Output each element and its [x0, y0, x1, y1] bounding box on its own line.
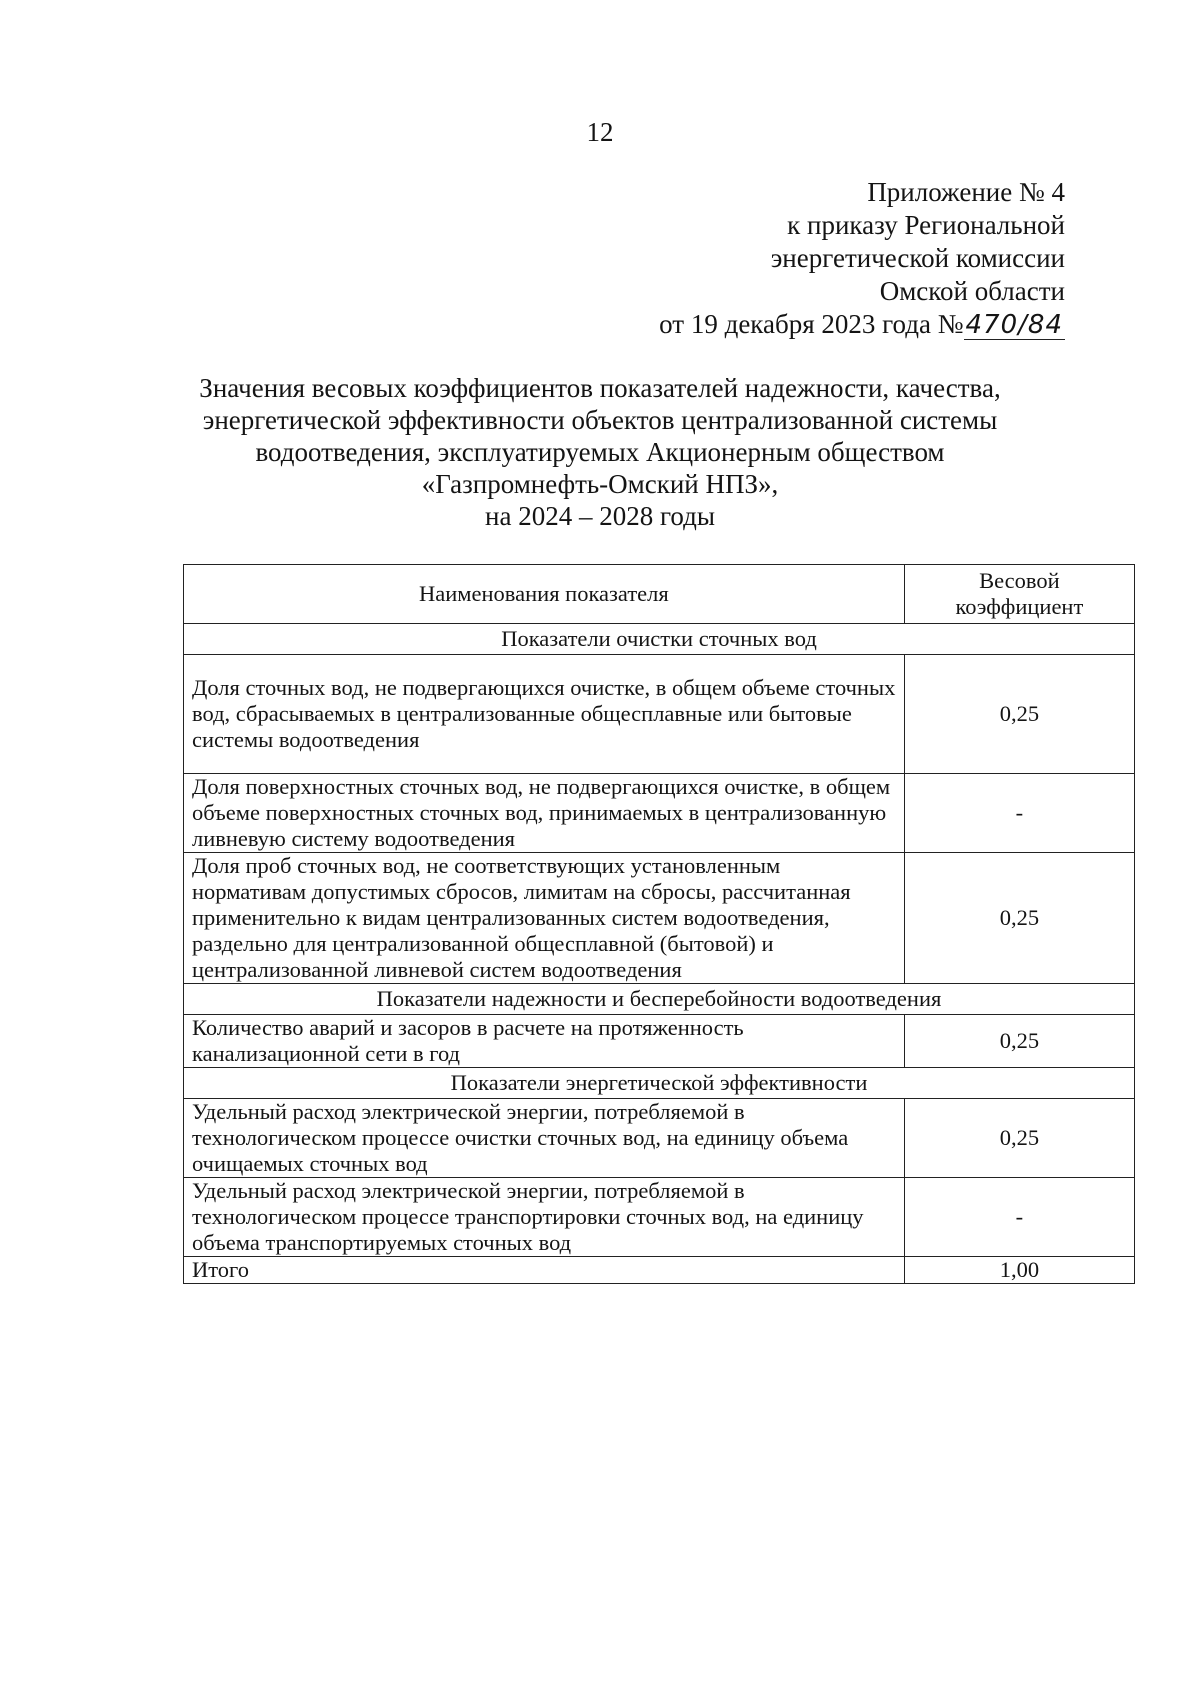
table-row	[184, 853, 1135, 984]
total-row	[184, 1257, 1135, 1284]
indicator-name-text: Количество аварий и засоров в расчете на протяженность канализационной сети в год	[192, 1015, 744, 1066]
appendix-line: Омской области	[879, 276, 1065, 306]
header-weight-line: коэффициент	[955, 594, 1084, 619]
weights-table	[183, 564, 1135, 1284]
table-row	[184, 1015, 1135, 1068]
indicator-name-text: Доля поверхностных сточных вод, не подвергающихся очистке, в общем объеме поверхностных сточных вод, принимаемых в централизованную ливневую систему водоотведения	[192, 774, 891, 851]
indicator-name	[184, 1178, 905, 1257]
indicator-weight: 0,25	[904, 1099, 1134, 1178]
section-title: Показатели энергетической эффективности	[184, 1068, 1135, 1099]
indicator-name	[184, 853, 905, 984]
indicator-name	[184, 1015, 905, 1068]
appendix-line: Приложение № 4	[867, 177, 1065, 207]
header-weight-line: Весовой	[979, 568, 1060, 593]
table-row	[184, 1099, 1135, 1178]
appendix-date-text: от 19 декабря 2023 года №	[659, 309, 964, 339]
table-row	[184, 1178, 1135, 1257]
title-line: на 2024 – 2028 годы	[485, 501, 715, 531]
indicator-name-text: Удельный расход электрической энергии, потребляемой в технологическом процессе транспортировки сточных вод, на единицу объема транспортируемых сточных вод	[192, 1178, 864, 1255]
appendix-date-line	[659, 308, 1065, 341]
indicator-name	[184, 655, 905, 774]
order-number: 470/84	[965, 310, 1063, 340]
indicator-weight: -	[904, 774, 1134, 853]
indicator-weight: 0,25	[904, 655, 1134, 774]
document-title	[0, 372, 1200, 532]
table-row	[184, 655, 1135, 774]
total-value: 1,00	[904, 1257, 1134, 1284]
section-title: Показатели очистки сточных вод	[184, 624, 1135, 655]
indicator-weight: -	[904, 1178, 1134, 1257]
header-weight-cell	[904, 565, 1134, 624]
total-label: Итого	[184, 1257, 905, 1284]
section-title: Показатели надежности и бесперебойности водоотведения	[184, 984, 1135, 1015]
table-header-row	[184, 565, 1135, 624]
indicator-name-text: Доля проб сточных вод, не соответствующих установленным нормативам допустимых сбросов, лимитам на сбросы, рассчитанная применительно к видам централизованных систем водоотведения, раздельно для централизованной общесплавной (бытовой) и централизованной ливневой систем водоотведения	[192, 853, 851, 982]
indicator-name-text: Удельный расход электрической энергии, потребляемой в технологическом процессе очистки сточных вод, на единицу объема очищаемых сточных вод	[192, 1099, 849, 1176]
header-name-cell: Наименования показателя	[184, 565, 905, 624]
appendix-line: к приказу Региональной	[787, 210, 1065, 240]
indicator-weight: 0,25	[904, 1015, 1134, 1068]
section-row	[184, 1068, 1135, 1099]
title-line: водоотведения, эксплуатируемых Акционерным обществом	[255, 437, 945, 467]
page-number: 12	[586, 117, 614, 147]
section-row	[184, 984, 1135, 1015]
indicator-name-text: Доля сточных вод, не подвергающихся очистке, в общем объеме сточных вод, сбрасываемых в централизованные общесплавные или бытовые системы водоотведения	[192, 675, 896, 752]
appendix-block	[659, 176, 1065, 341]
title-line: энергетической эффективности объектов централизованной системы	[202, 405, 998, 435]
table-row	[184, 774, 1135, 853]
indicator-name	[184, 1099, 905, 1178]
appendix-line: энергетической комиссии	[770, 243, 1065, 273]
title-line: «Газпромнефть-Омский НПЗ»,	[421, 469, 779, 499]
indicator-weight: 0,25	[904, 853, 1134, 984]
section-row	[184, 624, 1135, 655]
title-line: Значения весовых коэффициентов показателей надежности, качества,	[199, 373, 1001, 403]
indicator-name	[184, 774, 905, 853]
